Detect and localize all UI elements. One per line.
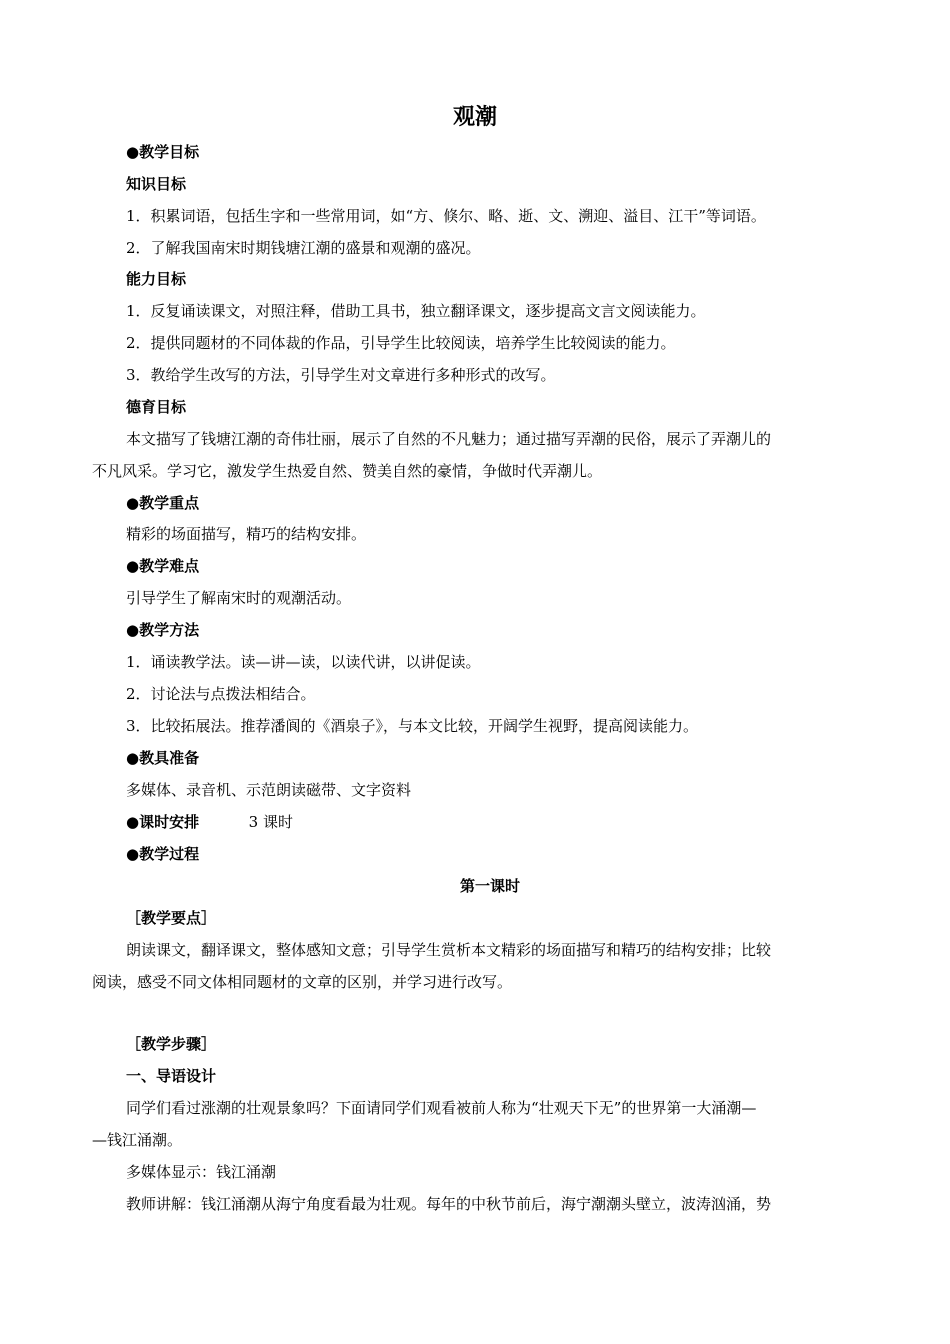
method-item-3: 3．比较拓展法。推荐潘阆的《酒泉子》，与本文比较，开阔学生视野，提高阅读能力。 xyxy=(126,717,699,735)
method-heading: ●教学方法 xyxy=(126,621,200,639)
schedule-heading: ●课时安排 xyxy=(126,813,200,831)
points-text-line-2: 阅读，感受不同文体相同题材的文章的区别，并学习进行改写。 xyxy=(92,973,513,991)
goals-heading: ●教学目标 xyxy=(126,143,200,161)
schedule-value: 3 课时 xyxy=(248,813,293,831)
moral-heading: 德育目标 xyxy=(126,398,187,416)
ability-heading: 能力目标 xyxy=(126,270,187,288)
points-heading: ［教学要点］ xyxy=(126,909,217,927)
teacher-text: 教师讲解：钱江涌潮从海宁角度看最为壮观。每年的中秋节前后，海宁潮潮头壁立，波涛汹涌，势 xyxy=(126,1195,772,1213)
knowledge-item-2: 2．了解我国南宋时期钱塘江潮的盛景和观潮的盛况。 xyxy=(126,239,481,257)
page-title: 观潮 xyxy=(452,105,497,130)
knowledge-heading: 知识目标 xyxy=(126,175,187,193)
media-text: 多媒体显示：钱江涌潮 xyxy=(126,1163,277,1181)
tools-heading: ●教具准备 xyxy=(126,749,200,767)
lesson-1-heading: 第一课时 xyxy=(459,877,520,895)
method-item-1: 1．诵读教学法。读—讲—读，以读代讲，以讲促读。 xyxy=(126,653,481,671)
moral-text-line-2: 不凡风采。学习它，激发学生热爱自然、赞美自然的豪情，争做时代弄潮儿。 xyxy=(92,462,603,480)
steps-heading: ［教学步骤］ xyxy=(126,1035,217,1053)
method-item-2: 2．讨论法与点拨法相结合。 xyxy=(126,685,316,703)
ability-item-2: 2．提供同题材的不同体裁的作品，引导学生比较阅读，培养学生比较阅读的能力。 xyxy=(126,334,676,352)
difficulty-heading: ●教学难点 xyxy=(126,557,200,575)
intro-text-line-1: 同学们看过涨潮的壮观景象吗？下面请同学们观看被前人称为“壮观天下无”的世界第一大涌潮— xyxy=(126,1099,757,1117)
key-heading: ●教学重点 xyxy=(126,494,200,512)
schedule-row xyxy=(126,811,866,832)
process-heading: ●教学过程 xyxy=(126,845,200,863)
difficulty-text: 引导学生了解南宋时的观潮活动。 xyxy=(126,589,352,607)
points-text-line-1: 朗读课文，翻译课文，整体感知文意；引导学生赏析本文精彩的场面描写和精巧的结构安排；比较 xyxy=(126,941,772,959)
ability-item-1: 1．反复诵读课文，对照注释，借助工具书，独立翻译课文，逐步提高文言文阅读能力。 xyxy=(126,302,706,320)
intro-text-line-2: —钱江涌潮。 xyxy=(92,1131,183,1149)
moral-text-line-1: 本文描写了钱塘江潮的奇伟壮丽，展示了自然的不凡魅力；通过描写弄潮的民俗，展示了弄潮儿的 xyxy=(126,430,772,448)
ability-item-3: 3．教给学生改写的方法，引导学生对文章进行多种形式的改写。 xyxy=(126,366,556,384)
knowledge-item-1: 1．积累词语，包括生字和一些常用词，如“方、倏尔、略、逝、文、溯迎、溢目、江干”等词语。 xyxy=(126,207,766,225)
tools-text: 多媒体、录音机、示范朗读磁带、文字资料 xyxy=(126,781,412,799)
key-text: 精彩的场面描写，精巧的结构安排。 xyxy=(126,525,367,543)
step-1-heading: 一、导语设计 xyxy=(126,1067,217,1085)
